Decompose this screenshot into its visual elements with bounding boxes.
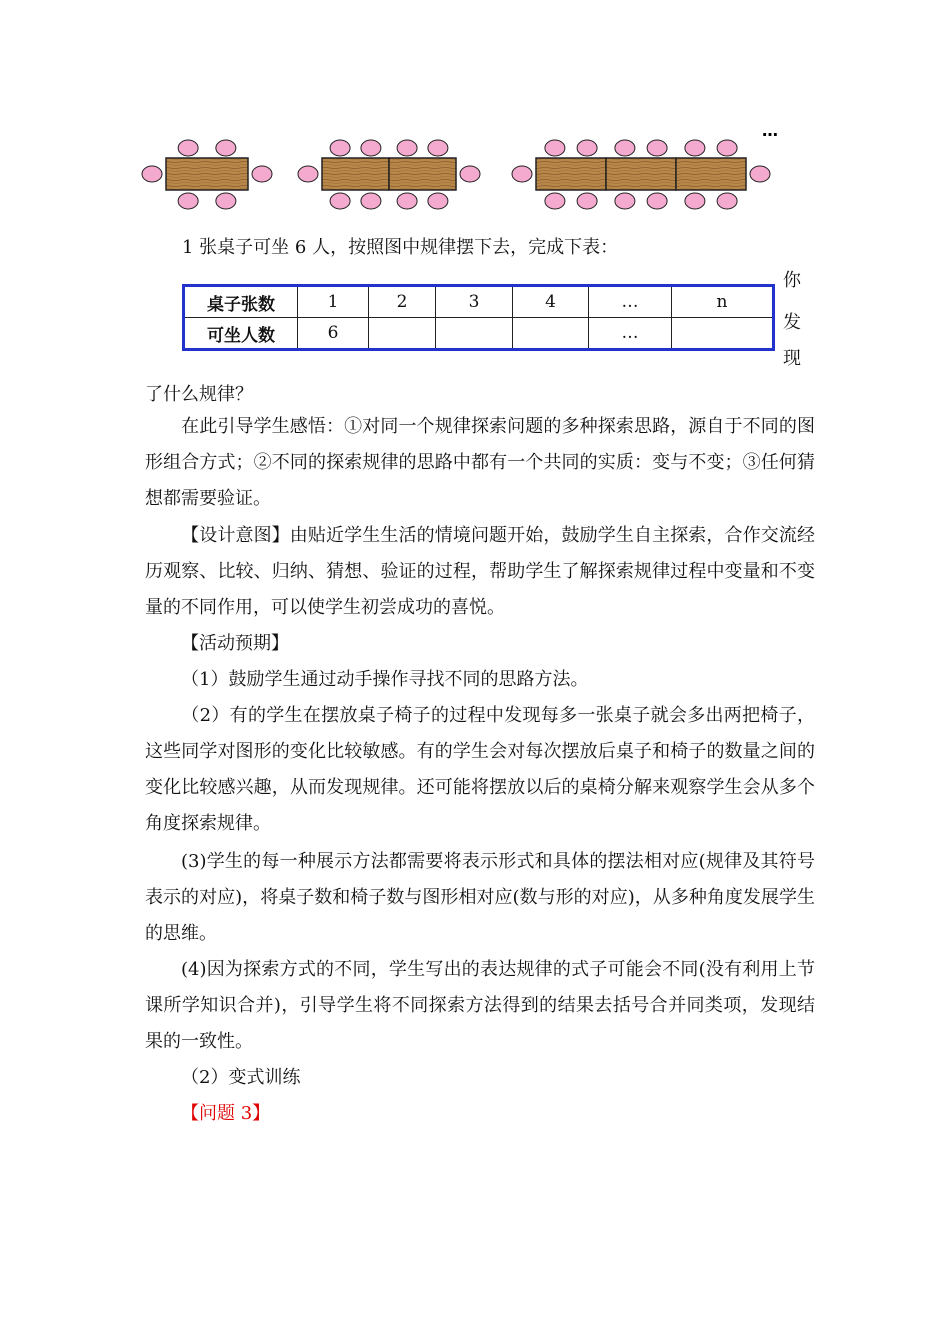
table xyxy=(322,158,389,190)
table-row xyxy=(184,318,774,350)
side-char: 现 xyxy=(783,348,801,369)
seat xyxy=(361,193,381,209)
seat xyxy=(615,193,635,209)
table-cell[interactable] xyxy=(672,318,774,350)
paragraph: （2）有的学生在摆放桌子椅子的过程中发现每多一张桌子就会多出两把椅子，这些同学对图形的变化比较敏感。有的学生会对每次摆放后桌子和椅子的数量之间的变化比较感兴趣，从而发现规律。还可能将摆放以后的桌椅分解来观察学生会从多个角度探索规律。 xyxy=(145,705,815,834)
seat xyxy=(717,140,737,156)
question-tail: 了什么规律？ xyxy=(145,384,253,405)
paragraph: （1）鼓励学生通过动手操作寻找不同的思路方法。 xyxy=(181,669,589,690)
table-cell: 2 xyxy=(369,286,436,318)
table-cell: n xyxy=(672,286,774,318)
table-row xyxy=(184,286,774,318)
seat xyxy=(298,166,318,182)
side-char: 你 xyxy=(783,270,801,291)
table-cell: 6 xyxy=(298,318,369,350)
tables-seating-figure xyxy=(140,118,800,218)
figure-ellipsis: … xyxy=(762,121,778,140)
table xyxy=(676,158,746,190)
seat xyxy=(252,166,272,182)
seat xyxy=(397,140,417,156)
seat xyxy=(577,193,597,209)
seat xyxy=(460,166,480,182)
seating-diagram xyxy=(140,118,800,218)
seat xyxy=(577,140,597,156)
paragraph: (3)学生的每一种展示方法都需要将表示形式和具体的摆法相对应(规律及其符号表示的对应)，将桌子数和椅子数与图形相对应(数与形的对应)，从多种角度发展学生的思维。 xyxy=(145,851,815,944)
seat xyxy=(330,193,350,209)
seat xyxy=(717,193,737,209)
seat xyxy=(178,193,198,209)
table-cell: … xyxy=(589,318,672,350)
problem-label: 【问题 3】 xyxy=(181,1103,271,1124)
table-cell: 3 xyxy=(436,286,513,318)
seat xyxy=(685,140,705,156)
row-header-seats: 可坐人数 xyxy=(184,318,298,350)
table-cell[interactable] xyxy=(436,318,513,350)
paragraph: 【设计意图】由贴近学生生活的情境问题开始，鼓励学生自主探索，合作交流经历观察、比较、归纳、猜想、验证的过程，帮助学生了解探索规律过程中变量和不变量的不同作用，可以使学生初尝成功的喜悦。 xyxy=(145,525,815,618)
seat xyxy=(647,140,667,156)
seat xyxy=(397,193,417,209)
intro-text: 1 张桌子可坐 6 人，按照图中规律摆下去，完成下表： xyxy=(182,237,619,258)
table-cell: 1 xyxy=(298,286,369,318)
side-char: 发 xyxy=(783,312,801,333)
table xyxy=(536,158,606,190)
section-heading: 【活动预期】 xyxy=(181,633,289,654)
seat xyxy=(750,166,770,182)
table xyxy=(389,158,456,190)
table xyxy=(606,158,676,190)
seat xyxy=(545,193,565,209)
seat xyxy=(330,140,350,156)
seat xyxy=(428,193,448,209)
table-cell: … xyxy=(589,286,672,318)
table-cell[interactable] xyxy=(369,318,436,350)
seat xyxy=(615,140,635,156)
seat xyxy=(178,140,198,156)
paragraph: (4)因为探索方式的不同，学生写出的表达规律的式子可能会不同(没有利用上节课所学知识合并)，引导学生将不同探索方法得到的结果去括号合并同类项，发现结果的一致性。 xyxy=(145,959,815,1052)
paragraph: （2）变式训练 xyxy=(181,1067,301,1088)
paragraph: 在此引导学生感悟：①对同一个规律探索问题的多种探索思路，源自于不同的图形组合方式；②不同的探索规律的思路中都有一个共同的实质：变与不变；③任何猜想都需要验证。 xyxy=(145,416,815,509)
seating-table xyxy=(182,284,775,351)
row-header-tables: 桌子张数 xyxy=(184,286,298,318)
table-cell[interactable] xyxy=(513,318,589,350)
seat xyxy=(142,166,162,182)
table-cell: 4 xyxy=(513,286,589,318)
table xyxy=(166,158,248,190)
seat xyxy=(512,166,532,182)
seat xyxy=(361,140,381,156)
seat xyxy=(647,193,667,209)
seat xyxy=(545,140,565,156)
seat xyxy=(428,140,448,156)
seat xyxy=(685,193,705,209)
seat xyxy=(216,193,236,209)
seat xyxy=(216,140,236,156)
